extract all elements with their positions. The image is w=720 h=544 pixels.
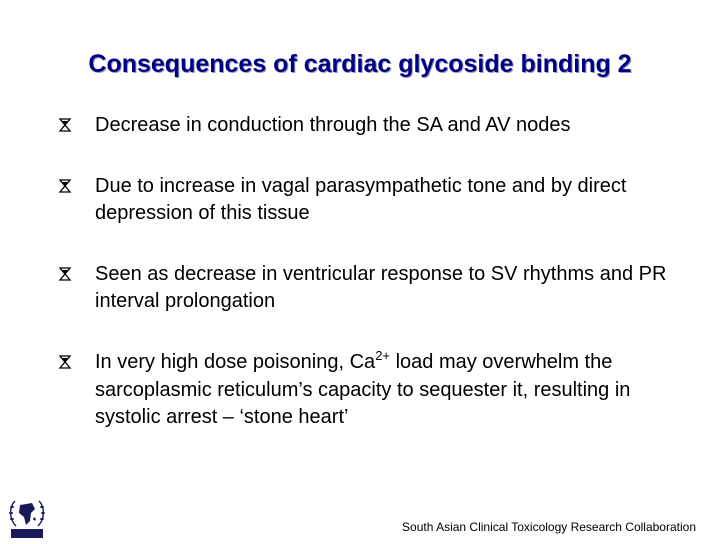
bullet-list [58, 112, 688, 465]
bullet-text: Seen as decrease in ventricular response to SV rhythms and PR interval prolongation [95, 263, 667, 312]
sactrc-logo [6, 495, 48, 539]
bullet-item [58, 349, 688, 431]
hourglass-icon [58, 355, 72, 369]
bullet-text: Due to increase in vagal parasympathetic tone and by direct depression of this tissue [95, 175, 627, 224]
bullet-item [58, 112, 688, 139]
bullet-item [58, 173, 688, 227]
hourglass-icon [58, 118, 72, 132]
bullet-item [58, 261, 688, 315]
footer-text: South Asian Clinical Toxicology Research Collaboration [402, 520, 696, 534]
slide-title: Consequences of cardiac glycoside binding 2 [88, 50, 632, 78]
bullet-text: Decrease in conduction through the SA and AV nodes [95, 114, 571, 136]
hourglass-icon [58, 267, 72, 281]
bullet-text-part: load may overwhelm the sarcoplasmic reticulum’s capacity to sequester it, resulting in systolic arrest – ‘stone heart’ [95, 351, 631, 428]
hourglass-icon [58, 179, 72, 193]
superscript-charge: 2+ [375, 348, 391, 363]
bullet-text [95, 348, 631, 428]
bullet-text-part: In very high dose poisoning, Ca [95, 351, 376, 373]
